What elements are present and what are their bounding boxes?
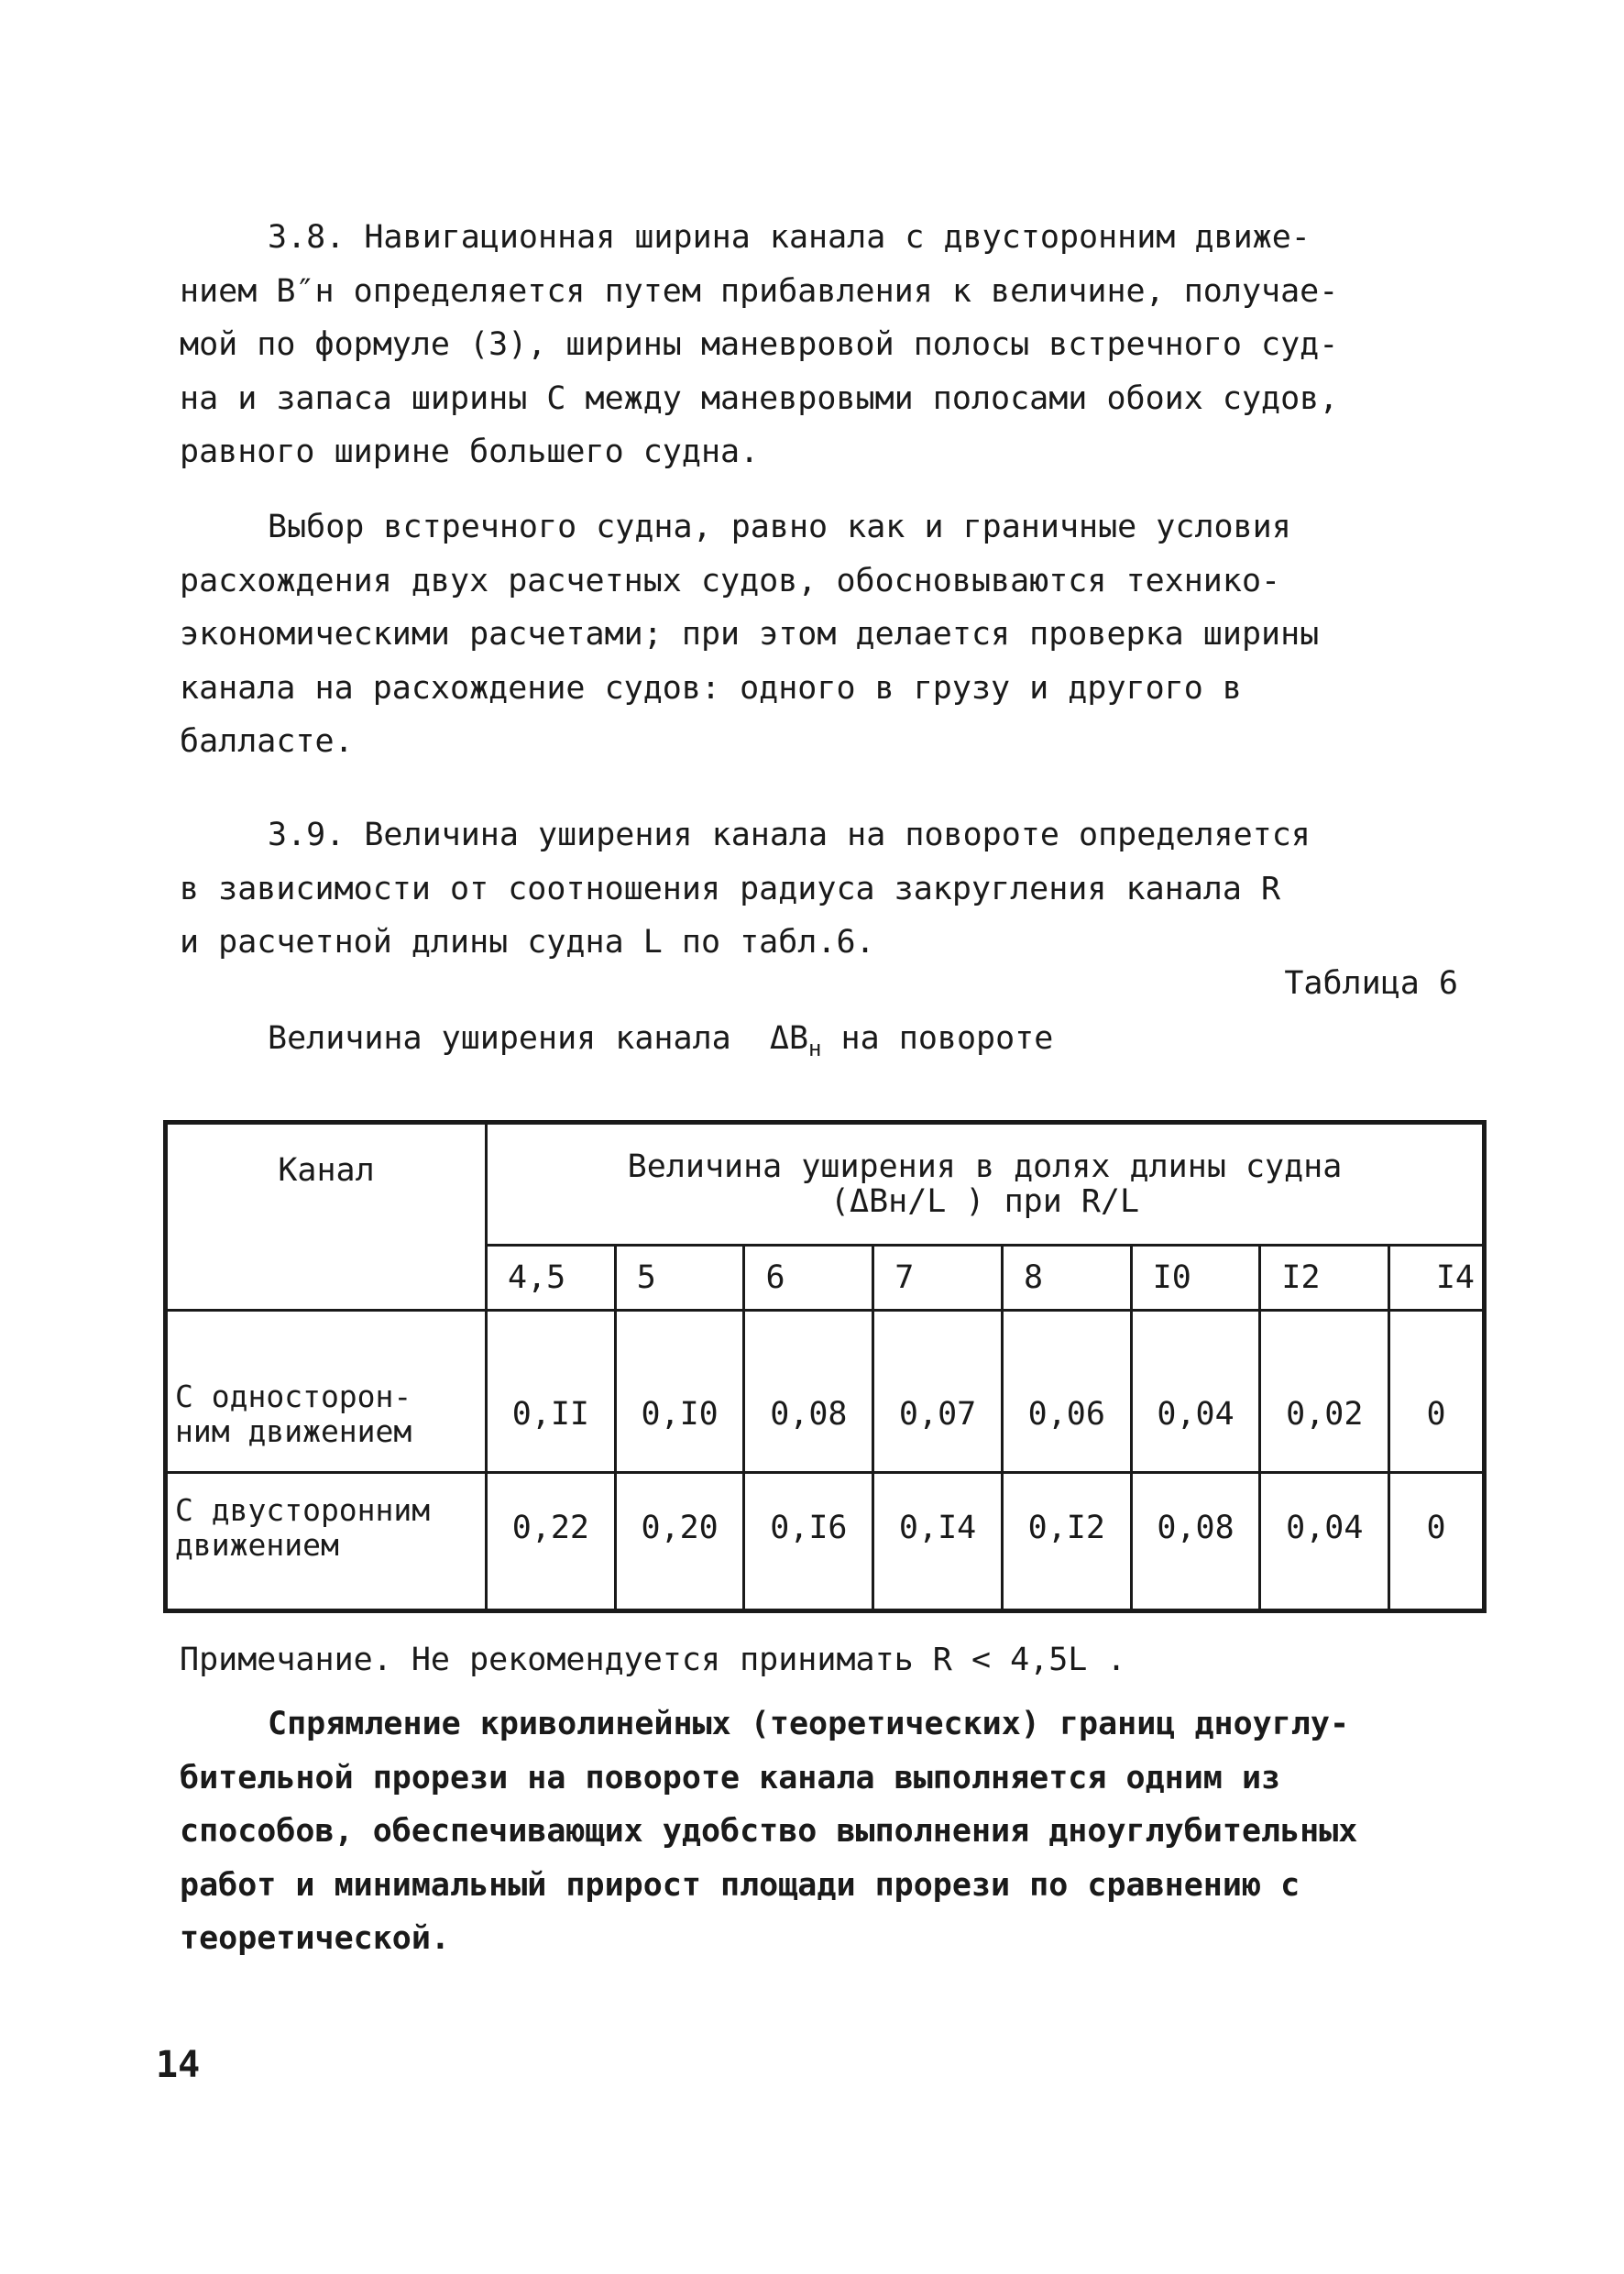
value-cell: 0,06 (1002, 1311, 1131, 1473)
value-cell: 0,I0 (615, 1311, 744, 1473)
text-line: 3.8. Навигационная ширина канала с двусторонним движе- (268, 219, 1311, 256)
text-line: равного ширине большего судна. (180, 434, 760, 470)
row-label-line: С односторон- (175, 1379, 412, 1415)
header-group-line2: (ΔBн/L ) при R/L (829, 1183, 1140, 1220)
text-line: на и запаса ширины С между маневровыми полосами обоих судов, (180, 379, 1339, 417)
header-widening-group (487, 1123, 1485, 1246)
page-number: 14 (156, 2044, 201, 2086)
text-line: и расчетной длины судна L по табл.6. (180, 924, 875, 961)
widening-table (163, 1120, 1487, 1613)
ratio-cell: 6 (744, 1246, 873, 1311)
text-line: бительной прорези на повороте канала выполняется одним из (180, 1759, 1281, 1796)
text-line: канала на расхождение судов: одного в грузу и другого в (180, 669, 1242, 707)
value-cell: 0,I6 (744, 1473, 873, 1611)
value-cell: 0 (1389, 1473, 1485, 1611)
vessel-choice-paragraph (180, 500, 1481, 769)
section-3-9-paragraph (180, 808, 1481, 970)
header-kanal: Канал (166, 1123, 487, 1311)
ratio-cell: 5 (615, 1246, 744, 1311)
text-line: экономическими расчетами; при этом делается проверка ширины (180, 616, 1320, 653)
value-cell: 0,04 (1260, 1473, 1389, 1611)
row-label-one-way (166, 1311, 487, 1473)
value-cell: 0,II (487, 1311, 616, 1473)
table-title-main: Величина уширения канала ΔB (268, 1020, 809, 1057)
value-cell: 0,08 (744, 1311, 873, 1473)
section-3-8-paragraph (180, 211, 1481, 479)
ratio-cell: I0 (1131, 1246, 1260, 1311)
value-cell: 0,20 (615, 1473, 744, 1611)
value-cell: 0 (1389, 1311, 1485, 1473)
row-label-line: движением (175, 1526, 339, 1563)
value-cell: 0,02 (1260, 1311, 1389, 1473)
text-line: теоретической. (180, 1920, 451, 1957)
table-header-row (166, 1123, 1485, 1246)
text-line: нием B″н определяется путем прибавления к величине, получае- (180, 272, 1339, 310)
table-title-subscript: н (808, 1036, 822, 1061)
row-label-line: ним движением (175, 1413, 412, 1450)
table-row-two-way (166, 1473, 1485, 1611)
ratio-cell: 4,5 (487, 1246, 616, 1311)
value-cell: 0,I2 (1002, 1473, 1131, 1611)
value-cell: 0,I4 (873, 1473, 1003, 1611)
straightening-paragraph (180, 1697, 1481, 1966)
row-label-two-way (166, 1473, 487, 1611)
ratio-cell: 7 (873, 1246, 1003, 1311)
header-group-line1: Величина уширения в долях длины судна (627, 1148, 1343, 1185)
text-line: работ и минимальный прирост площади прорези по сравнению с (180, 1866, 1300, 1904)
table-label: Таблица 6 (1284, 965, 1458, 1002)
text-line: способов, обеспечивающих удобство выполнения дноуглубительных (180, 1813, 1358, 1850)
value-cell: 0,22 (487, 1473, 616, 1611)
text-line: Спрямление криволинейных (теоретических) границ дноуглу- (268, 1706, 1350, 1742)
text-line: в зависимости от соотношения радиуса закругления канала R (180, 870, 1281, 907)
table-title-end: на повороте (821, 1020, 1054, 1057)
row-label-line: С двусторонним (175, 1491, 431, 1528)
table-title (268, 1016, 1053, 1071)
text-line: расхождения двух расчетных судов, обосновываются технико- (180, 562, 1281, 599)
value-cell: 0,04 (1131, 1311, 1260, 1473)
table-row-one-way (166, 1311, 1485, 1473)
value-cell: 0,08 (1131, 1473, 1260, 1611)
ratio-cell: I2 (1260, 1246, 1389, 1311)
text-line: 3.9. Величина уширения канала на повороте определяется (268, 817, 1311, 853)
text-line: балласте. (180, 723, 354, 760)
text-line: Выбор встречного судна, равно как и граничные условия (268, 509, 1291, 545)
text-line: мой по формуле (3), ширины маневровой полосы встречного суд- (180, 326, 1339, 363)
ratio-cell: I4 (1389, 1246, 1485, 1311)
ratio-cell: 8 (1002, 1246, 1131, 1311)
value-cell: 0,07 (873, 1311, 1003, 1473)
table-note: Примечание. Не рекомендуется принимать R < 4,5L . (180, 1642, 1126, 1678)
